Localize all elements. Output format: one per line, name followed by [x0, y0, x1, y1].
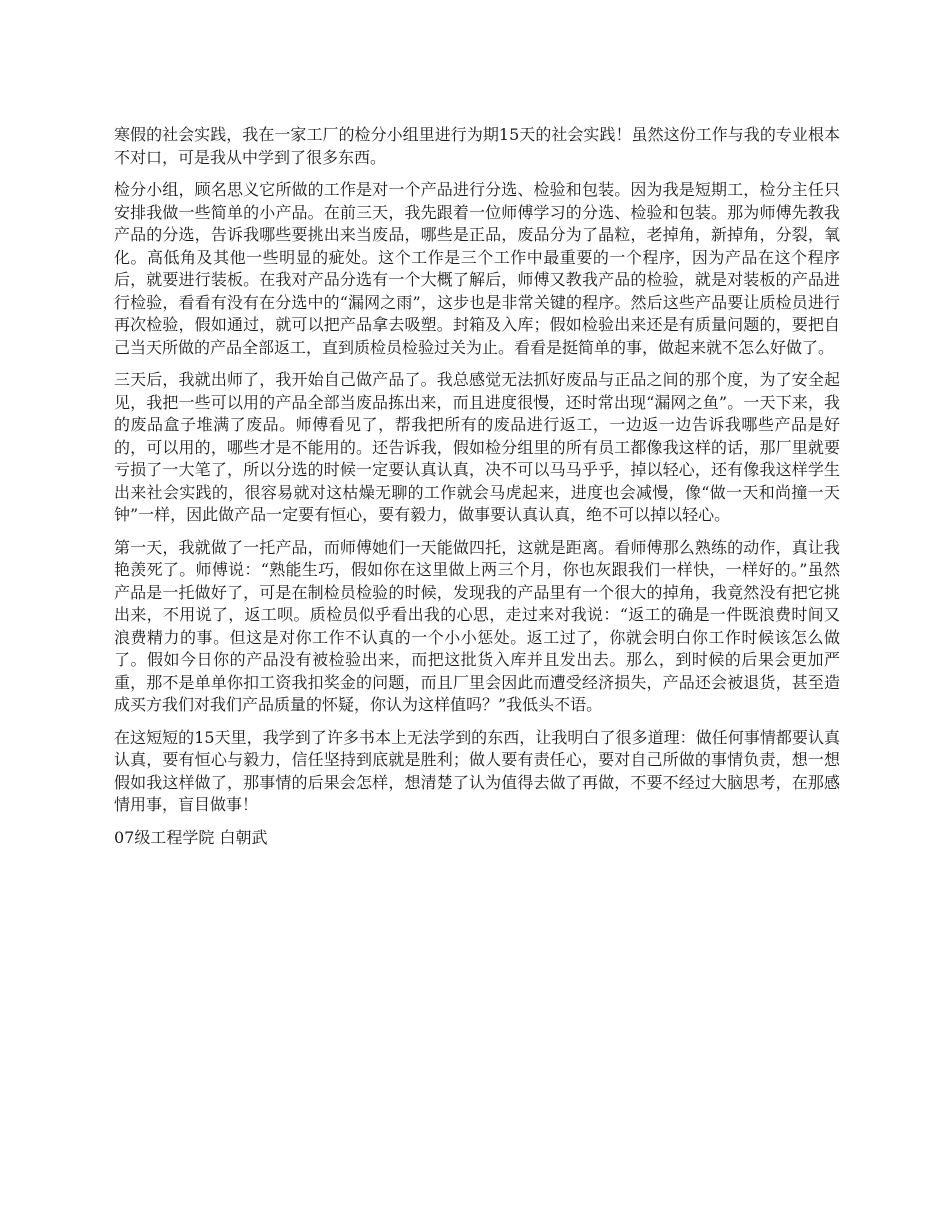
paragraph-rework: 第一天，我就做了一托产品，而师傅她们一天能做四托，这就是距离。看师傅那么熟练的动作，真让我艳羡死了。师傅说：“熟能生巧，假如你在这里做上两三个月，你也灰跟我们一样快，一样好的。”虽然产品是一托做好了，可是在制检员检验的时候，发现我的产品里有一个很大的掉角，我竟然没有把它挑出来，不用说了，返工呗。质检员似乎看出我的心思，走过来对我说：“返工的确是一件既浪费时间又浪费精力的事。但这是对你工作不认真的一个小小惩处。返工过了，你就会明白你工作时候该怎么做了。假如今日你的产品没有被检验出来，而把这批货入库并且发出去。那么，到时候的后果会更加严重，那不是单单你扣工资我扣奖金的问题，而且厂里会因此而遭受经济损失，产品还会被退货，甚至造成买方我们对我们产品质量的怀疑，你认为这样值吗？”我低头不语。 [114, 537, 840, 714]
document-body [114, 124, 840, 849]
paragraph-conclusion: 在这短短的15天里，我学到了许多书本上无法学到的东西，让我明白了很多道理：做任何事情都要认真认真，要有恒心与毅力，信任坚持到底就是胜利；做人要有责任心，要对自己所做的事情负责，想一想假如我这样做了，那事情的后果会怎样，想清楚了认为值得去做了再做，不要不经过大脑思考，在那感情用事，盲目做事！ [114, 727, 840, 814]
author-signature: 07级工程学院 白朝武 [114, 827, 268, 847]
paragraph-training: 检分小组，顾名思义它所做的工作是对一个产品进行分选、检验和包装。因为我是短期工，检分主任只安排我做一些简单的小产品。在前三天，我先跟着一位师傅学习的分选、检验和包装。那为师傅先教我产品的分选，告诉我哪些要挑出来当废品，哪些是正品，废品分为了晶粒，老掉角，新掉角，分裂，氧化。高低角及其他一些明显的疵处。这个工作是三个工作中最重要的一个程序，因为产品在这个程序后，就要进行装板。在我对产品分选有一个大概了解后，师傅又教我产品的检验，就是对装板的产品进行检验，看看有没有在分选中的“漏网之雨”，这步也是非常关键的程序。然后这些产品要让质检员进行再次检验，假如通过，就可以把产品拿去吸塑。封箱及入库；假如检验出来还是有质量问题的，要把自己当天所做的产品全部返工，直到质检员检验过关为止。看看是挺简单的事，做起来就不怎么好做了。 [114, 180, 840, 357]
paragraph-intro: 寒假的社会实践，我在一家工厂的检分小组里进行为期15天的社会实践！虽然这份工作与我的专业根本不对口，可是我从中学到了很多东西。 [114, 125, 840, 167]
paragraph-first-work: 三天后，我就出师了，我开始自己做产品了。我总感觉无法抓好废品与正品之间的那个度，为了安全起见，我把一些可以用的产品全部当废品拣出来，而且进度很慢，还时常出现“漏网之鱼”。一天下来，我的废品盒子堆满了废品。师傅看见了，帮我把所有的废品进行返工，一边返一边告诉我哪些产品是好的，可以用的，哪些才是不能用的。还告诉我，假如检分组里的所有员工都像我这样的话，那厂里就要亏损了一大笔了，所以分选的时候一定要认真认真，决不可以马马乎乎，掉以轻心，还有像我这样学生出来社会实践的，很容易就对这枯燥无聊的工作就会马虎起来，进度也会减慢，像“做一天和尚撞一天钟”一样，因此做产品一定要有恒心，要有毅力，做事要认真认真，绝不可以掉以轻心。 [114, 370, 840, 524]
